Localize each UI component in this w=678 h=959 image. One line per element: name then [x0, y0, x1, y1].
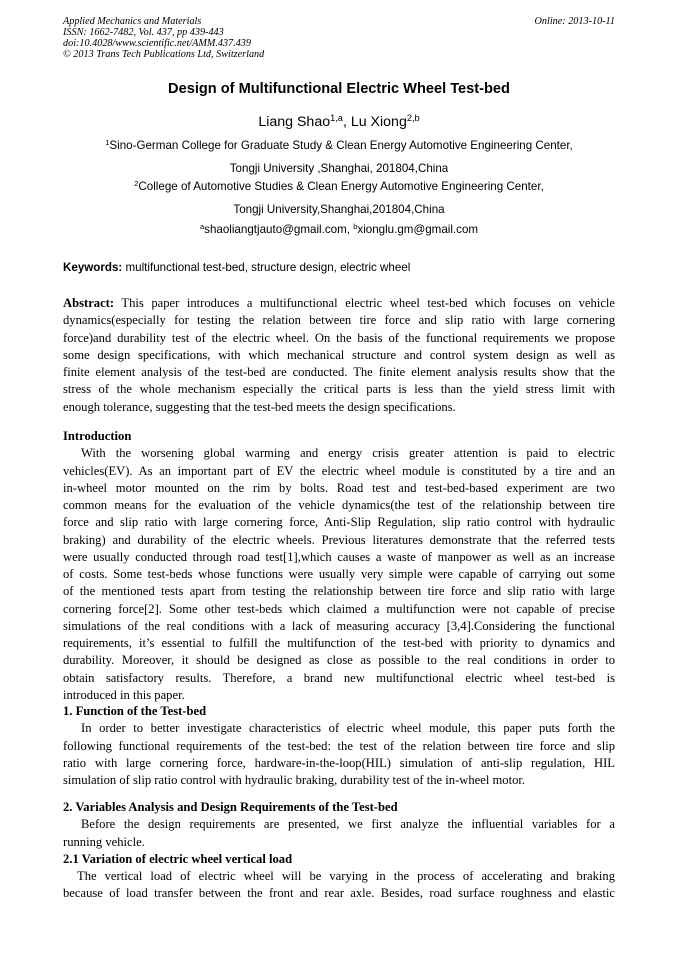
- intro-line: cornering force[2]. Some other test-beds which claimed a multifunction were not capable of precise: [63, 601, 615, 616]
- aff-2-sup: 2: [134, 178, 139, 188]
- doi-line: doi:10.4028/www.scientific.net/AMM.437.439: [63, 38, 251, 49]
- issn-line: ISSN: 1662-7482, Vol. 437, pp 439-443: [63, 27, 224, 38]
- journal-header: [63, 16, 615, 60]
- section-2-1-line: because of load transfer between the front and rear axle. Besides, road surface roughness and elastic: [63, 886, 615, 901]
- abstract-line: finite element analysis of the test-bed are conducted. The finite element analysis results show that the: [63, 365, 615, 379]
- intro-line: common means for the evaluation of the vehicle dynamics(the test of the relationship between tire: [63, 498, 615, 512]
- online-date: Online: 2013-10-11: [534, 16, 615, 27]
- abstract-label: Abstract:: [63, 296, 115, 310]
- author-1-name: Liang Shao: [258, 114, 331, 130]
- intro-line: of costs. Some test-beds whose functions were usually very simple were capable of carrying out some: [63, 567, 615, 581]
- intro-line: braking) and durability of the electric wheels. Previous literatures demonstrate that the referred tests: [63, 532, 615, 547]
- keywords-text: multifunctional test-bed, structure design, electric wheel: [122, 261, 411, 274]
- author-1-sup: 1,a: [330, 112, 343, 123]
- section-1: [63, 703, 615, 789]
- affiliation-1-line-1: $^1$Sino-German College for Graduate Study & Clean Energy Automotive Engineering Center,: [105, 137, 573, 152]
- introduction-heading: Introduction: [63, 429, 132, 443]
- abstract-line: enough tolerance, suggesting that the test-bed meets the design specifications.: [63, 399, 456, 414]
- intro-line: simulations of the real conditions with a lack of measuring accuracy [3,4].Considering the functional: [63, 618, 615, 633]
- keywords-label: Keywords:: [63, 261, 123, 274]
- email-a: shaoliangtjauto@gmail.com,: [204, 223, 354, 236]
- introduction: [63, 428, 615, 704]
- intro-line: in-wheel motor mounted on the rim by bolts. Road test and test-bed-based experiment are two: [63, 480, 615, 495]
- section-1-line: In order to better investigate characteristics of electric wheel module, this paper puts forth the: [81, 721, 615, 736]
- section-2-1-heading: 2.1 Variation of electric wheel vertical load: [63, 851, 293, 866]
- intro-line: force and slip ratio with large cornering force, Anti-Slip Regulation, slip ratio control with hydraulic: [63, 515, 615, 530]
- abstract-line: force)and durability test of the electric wheel. On the basis of the functional requirements we propose: [63, 330, 615, 345]
- email-b: xionglu.gm@gmail.com: [357, 223, 479, 236]
- section-2-heading: 2. Variables Analysis and Design Requirements of the Test-bed: [63, 800, 398, 814]
- section-2: [63, 799, 615, 903]
- intro-line: were usually conducted through road test[1],which causes a waste of manpower as well as an increase: [63, 549, 615, 564]
- intro-line: introduced in this paper.: [63, 687, 185, 702]
- author-2-name: Lu Xiong: [350, 114, 407, 130]
- intro-line: durability. Moreover, it should be designed as close as possible to the real conditions in order to: [63, 653, 615, 668]
- author-2-sup: 2,b: [406, 112, 420, 123]
- intro-line: requirements, it’s essential to fulfill the multifunction of the test-bed with priority to dynamics and: [63, 636, 615, 650]
- section-1-line: following functional requirements of the test-bed: the test of the relation between tire force and slip: [63, 738, 615, 753]
- journal-name: Applied Mechanics and Materials: [63, 16, 202, 27]
- email-line: $^a$shaoliangtjauto@gmail.com, $^b$xionglu.gm@gmail.com: [199, 221, 479, 236]
- abstract-line: Abstract: This paper introduces a multifunctional electric wheel test-bed which focuses on vehicle: [63, 296, 615, 310]
- author-line: [0, 114, 678, 130]
- copyright-line: © 2013 Trans Tech Publications Ltd, Switzerland: [63, 49, 265, 60]
- section-2-line: running vehicle.: [63, 834, 145, 849]
- abstract-line: dynamics(especially for testing the relation between tire force and slip ratio with large cornering: [63, 313, 615, 328]
- intro-line: With the worsening global warming and energy crisis greater attention is paid to electric: [81, 446, 615, 461]
- affiliation-1-line-2: Tongji University ,Shanghai, 201804,China: [229, 162, 449, 175]
- section-2-line: Before the design requirements are presented, we first analyze the influential variables for a: [81, 817, 615, 832]
- section-1-line: simulation of slip ratio control with hydraulic braking, durability test of the in-wheel motor.: [63, 773, 526, 787]
- section-2-1-line: The vertical load of electric wheel will be varying in the process of accelerating and braking: [77, 869, 615, 883]
- abstract-line: some design specifications, with which mechanical structure and control system design as well as: [63, 347, 615, 362]
- abstract-line: stress of the whole mechanism especially the critical parts is less than the yield stress limit with: [63, 382, 615, 397]
- intro-line: of the mentioned tests apart from testing the relationship between tire force and slip ratio with large: [63, 584, 615, 599]
- section-1-line: ratio with large cornering force, hardware-in-the-loop(HIL) simulation of anti-slip regulation, HIL: [63, 755, 615, 770]
- paper-title: Design of Multifunctional Electric Wheel Test-bed: [168, 81, 510, 97]
- affiliation-2-line-1: $^2$College of Automotive Studies & Clean Energy Automotive Engineering Center,: [134, 178, 544, 193]
- author-separator: ,: [342, 114, 351, 130]
- affiliation-2-line-2: Tongji University,Shanghai,201804,China: [233, 203, 445, 216]
- section-1-heading: 1. Function of the Test-bed: [63, 704, 207, 718]
- abstract: [63, 295, 615, 416]
- aff-1-sup: 1: [105, 137, 110, 147]
- intro-line: vehicles(EV). As an important part of EV the electric wheel module is constituted by a tire and an: [63, 463, 615, 478]
- intro-line: obtain satisfactory results. Therefore, a brand new multifunctional electric wheel test-bed is: [63, 670, 615, 685]
- keywords: [63, 261, 410, 274]
